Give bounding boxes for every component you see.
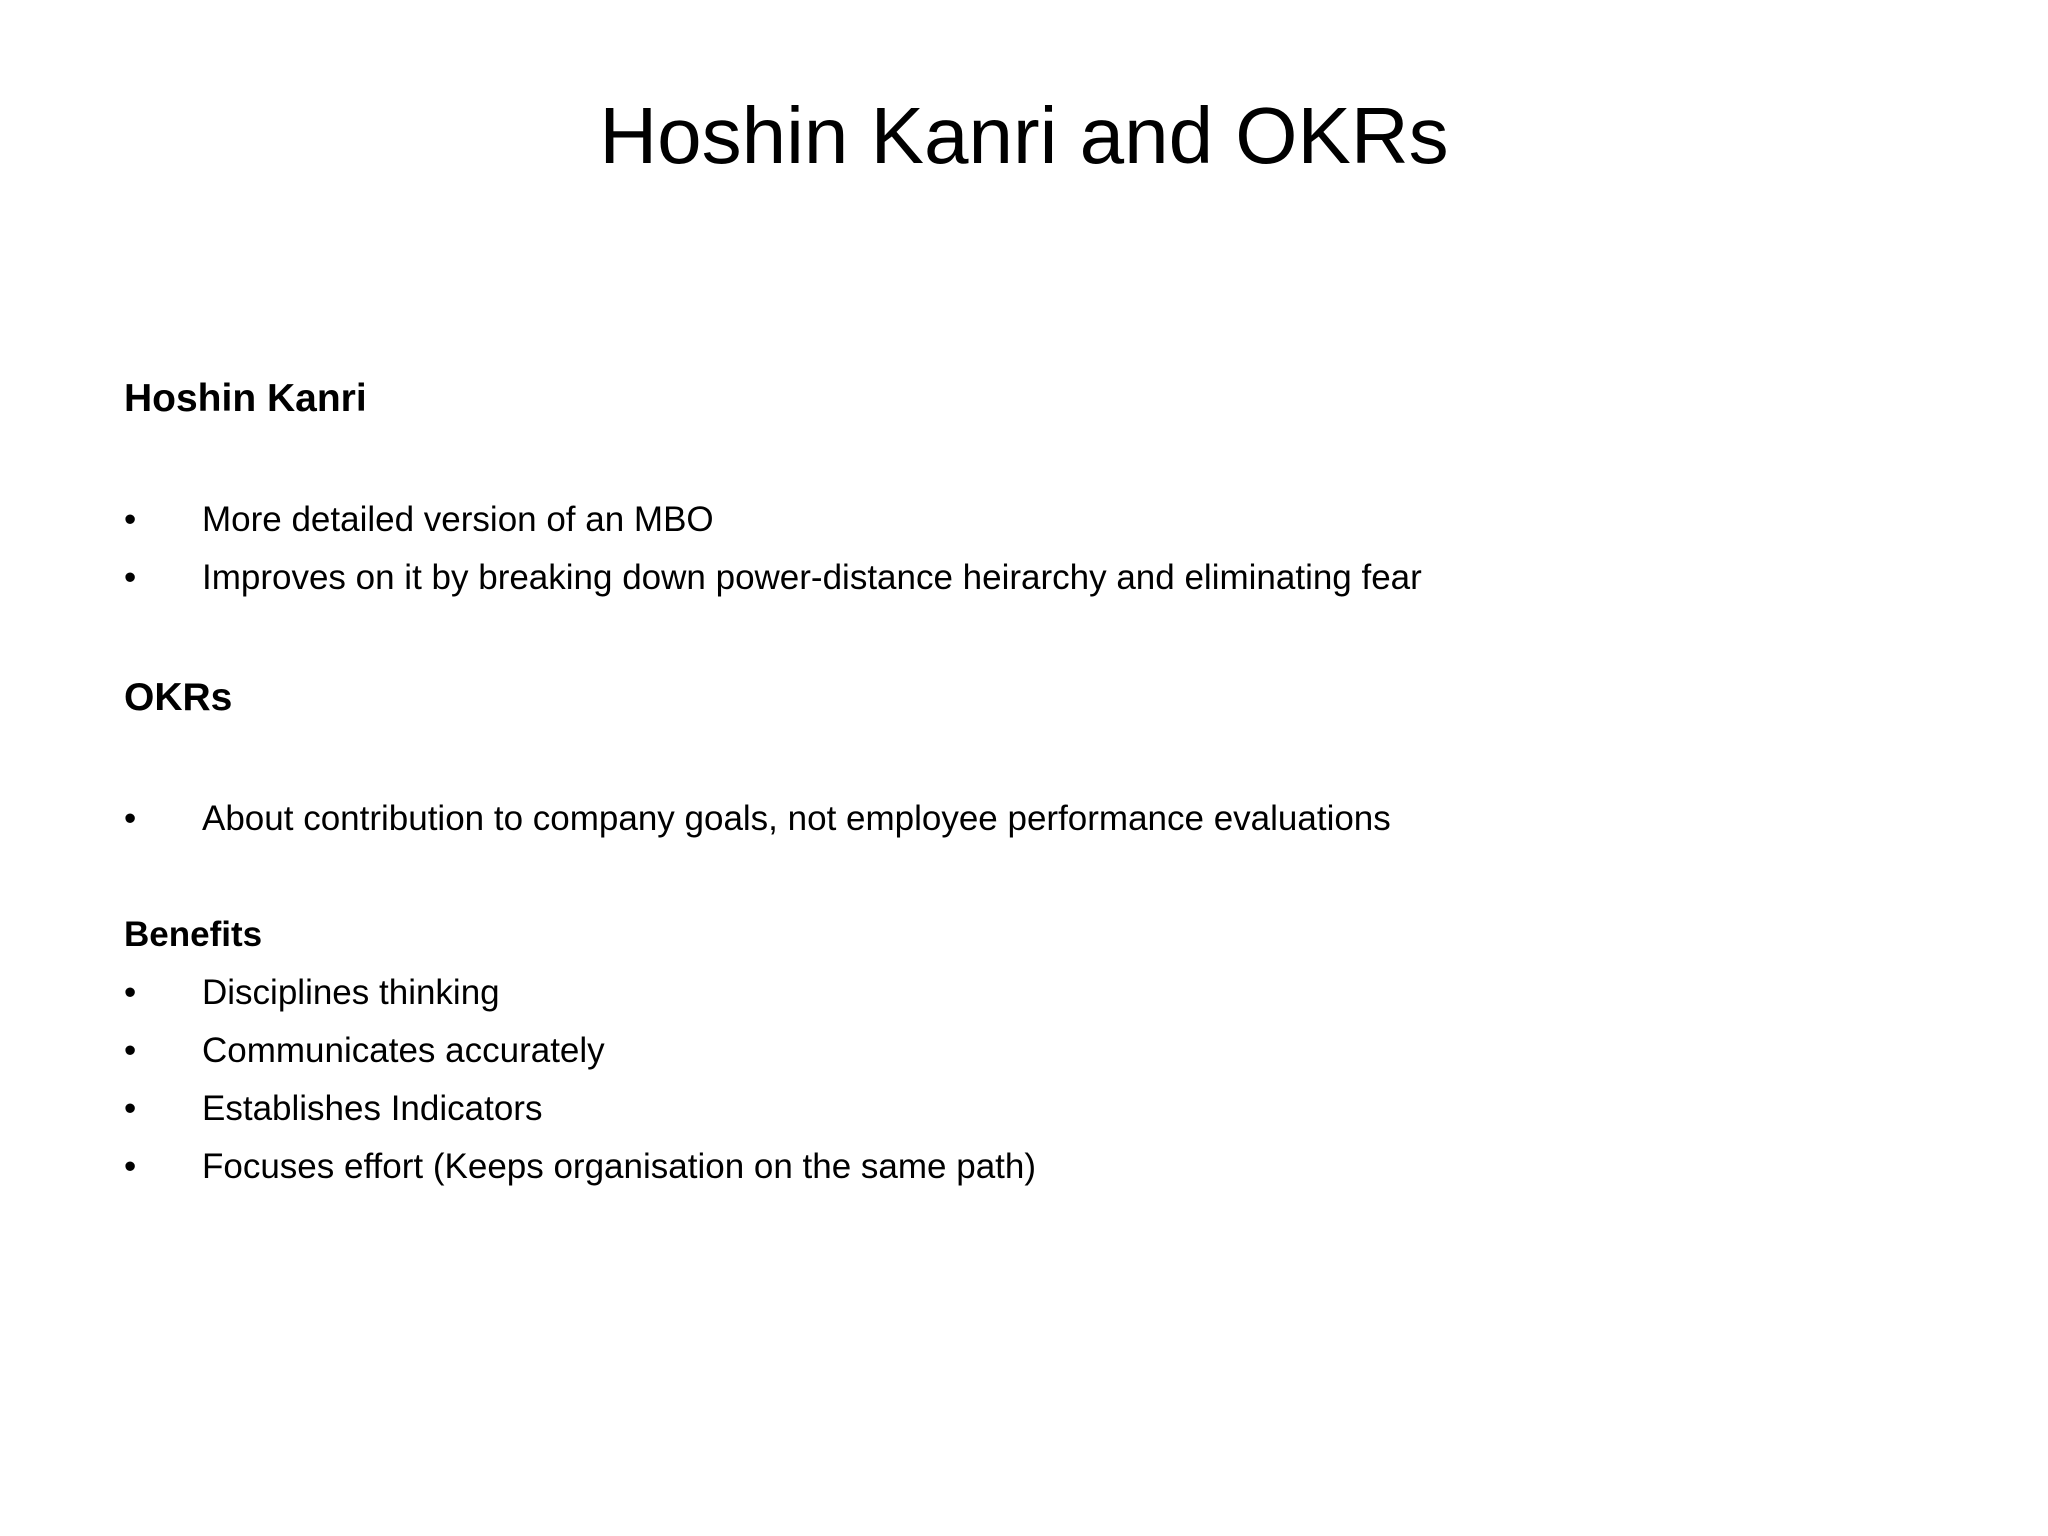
list-item: [124, 795, 1924, 843]
list-item-text: More detailed version of an MBO: [202, 500, 714, 539]
bullet-marker: •: [124, 799, 137, 838]
bullet-marker: •: [124, 1147, 137, 1186]
list-item: [124, 496, 1924, 544]
list-item: [124, 554, 1924, 602]
list-item-text: Establishes Indicators: [202, 1089, 543, 1128]
section-heading-benefits: Benefits: [124, 915, 263, 954]
bullet-marker: •: [124, 1031, 137, 1070]
list-item-text: Focuses effort (Keeps organisation on the same path): [202, 1147, 1037, 1186]
section-heading-hoshin-kanri: Hoshin Kanri: [124, 377, 367, 420]
bullet-marker: •: [124, 558, 137, 597]
slide-title: Hoshin Kanri and OKRs: [599, 91, 1449, 180]
list-item-text: Improves on it by breaking down power-distance heirarchy and eliminating fear: [202, 558, 1422, 597]
section-heading-okrs: OKRs: [124, 676, 233, 719]
list-item-text: About contribution to company goals, not employee performance evaluations: [202, 799, 1391, 838]
list-item-text: Communicates accurately: [202, 1031, 605, 1070]
list-item: [124, 969, 1924, 1017]
bullet-marker: •: [124, 1089, 137, 1128]
list-item: [124, 1143, 1924, 1191]
bullet-marker: •: [124, 973, 137, 1012]
bullet-marker: •: [124, 500, 137, 539]
list-item: [124, 1085, 1924, 1133]
list-item: [124, 1027, 1924, 1075]
list-item-text: Disciplines thinking: [202, 973, 500, 1012]
